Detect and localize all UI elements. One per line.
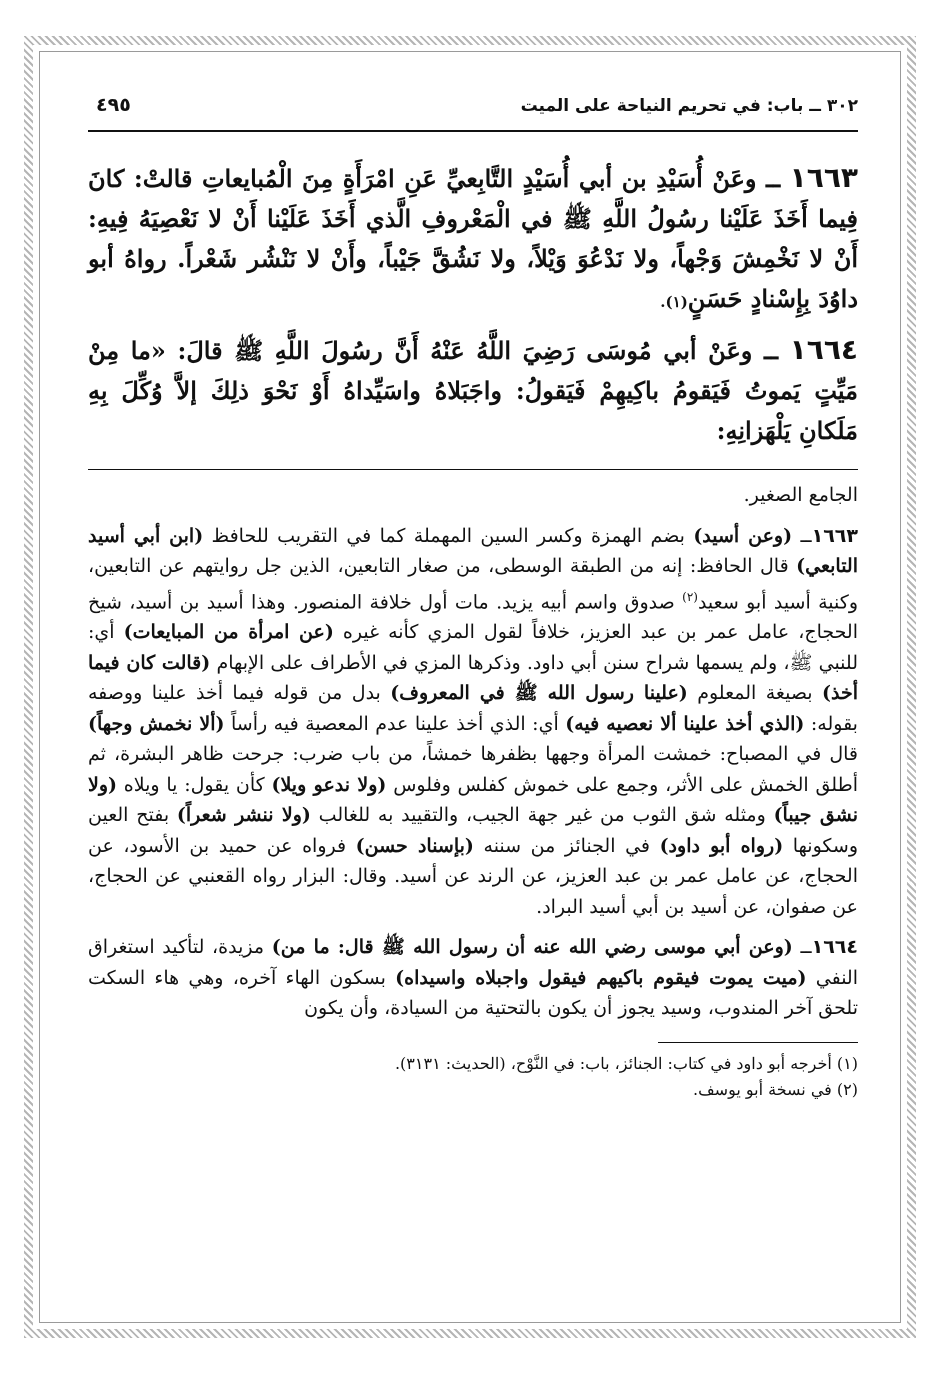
hadith-1664: [88, 330, 858, 451]
commentary-number: ١٦٦٣: [811, 524, 858, 547]
commentary-block: [88, 480, 858, 1024]
page-number: ٤٩٥: [96, 94, 131, 116]
commentary-carryover: الجامع الصغير.: [743, 484, 858, 506]
commentary-1664: ١٦٦٤ــ (وعن أبي موسى رضي الله عنه أن رسول الله ﷺ قال: ما من) مزيدة، لتأكيد استغراق النفي (ميت يموت فيقوم باكيهم فيقول واجبلاه واسيداه) بسكون الهاء آخره، وهي هاء السكت تلحق آخر المندوب، وسيد يجوز أن يكون بالتحتية من السيادة، وأن يكون: [88, 936, 858, 1020]
hadith-number: ١٦٦٤: [789, 333, 858, 366]
hadith-number: ١٦٦٣: [789, 161, 858, 194]
footnote-ref: (١).: [660, 293, 688, 311]
chapter-title: ٣٠٢ ــ باب: في تحريم النياحة على الميت: [520, 96, 858, 116]
footnote-ref: (٢): [682, 589, 698, 604]
book-page: [88, 90, 858, 1295]
hadith-text-block: [88, 158, 858, 451]
running-header: [88, 90, 858, 132]
commentary-1663: ١٦٦٣ــ (وعن أسيد) بضم الهمزة وكسر السين المهملة كما في التقريب للحافظ (ابن أبي أسيد التابعي) قال الحافظ: إنه من الطبقة الوسطى، من صغار التابعين، الذين جل روايتهم عن التابعين، وكنية أسيد أبو سعيد$^{(٢)}$ صدوق واسم أبيه يزيد. مات أول خلافة المنصور. وهذا أسيد بن أسيد، شيخ الحجاج، عامل عمر بن عبد العزيز، خلافاً لقول المزي كأنه غيره (عن امرأة من المبايعات) أي: للنبي ﷺ، ولم يسمها شراح سنن أبي داود. وذكرها المزي في الأطراف على الإبهام (قالت كان فيما أخذ) بصيغة المعلوم (علينا رسول الله ﷺ في المعروف) بدل من قوله فيما أخذ علينا ووصفه بقوله: (الذي أخذ علينا ألا نعصيه فيه) أي: الذي أخذ علينا عدم المعصية فيه رأساً (ألا نخمش وجهاً) قال في المصباح: خمشت المرأة وجهها بظفرها خمشاً، من باب ضرب: جرحت ظاهر البشرة، ثم أطلق الخمش على الأثر، وجمع على خموش كفلس وفلوس (ولا ندعو ويلا) كأن يقول: يا ويلاه (ولا نشق جيباً) ومثله شق الثوب من غير جهة الجيب، والتقييد به للغالب (ولا ننشر شعراً) بفتح العين وسكونها (رواه أبو داود) في الجنائز من سننه (بإسناد حسن) فرواه عن حميد بن الأسود، عن الحجاج، عن عامل عمر بن عبد العزيز، عن الرند عن أسيد. وقال: البزار رواه القعنبي عن الحجاج، عن صفوان، عن أسيد بن أبي أسيد البراد.: [88, 524, 859, 918]
footnote-divider: [658, 1042, 858, 1043]
hadith-body: ــ وعَنْ أبي مُوسَى رَضِيَ اللَّهُ عَنْهُ أَنَّ رسُولَ اللَّهِ ﷺ قالَ: «ما مِنْ مَيِّتٍ يَموتُ فَيَقومُ باكِيهِمْ فَيَقولُ: واجَبَلاهُ واسَيِّداهُ أَوْ نَحْوَ ذلِكَ إلاَّ وُكِّلَ بِهِ مَلَكانِ يَلْهَزانِهِ:: [88, 336, 858, 445]
hadith-body: ــ وعَنْ أُسَيْدِ بن أبي أُسَيْدٍ التَّابِعيِّ عَنِ امْرَأَةٍ مِنَ الْمُبايعاتِ قالتْ: كانَ فِيما أَخَذَ عَلَيْنا رسُولُ اللَّهِ ﷺ في الْمَعْروفِ الَّذي أَخَذَ عَلَيْنا أَنْ لا نَعْصِيَهُ فِيهِ: أَنْ لا نَخْمِشَ وَجْهاً، ولا نَدْعُوَ وَيْلاً، ولا نَشُقَّ جَيْباً، وأَنْ لا نَنْشُر شَعْراً. رواهُ أبو داوُدَ بِإِسْنادٍ حَسَنٍ: [88, 164, 859, 313]
hadith-1663: [88, 158, 858, 322]
footnote-1: (١) أخرجه أبو داود في كتاب: الجنائز، باب: في النَّوْح، (الحديث: ٣١٣١).: [394, 1053, 858, 1073]
section-divider: [88, 469, 858, 470]
commentary-number: ١٦٦٤: [811, 936, 858, 959]
footnotes: [88, 1051, 858, 1103]
footnote-2: (٢) في نسخة أبو يوسف.: [693, 1079, 858, 1099]
